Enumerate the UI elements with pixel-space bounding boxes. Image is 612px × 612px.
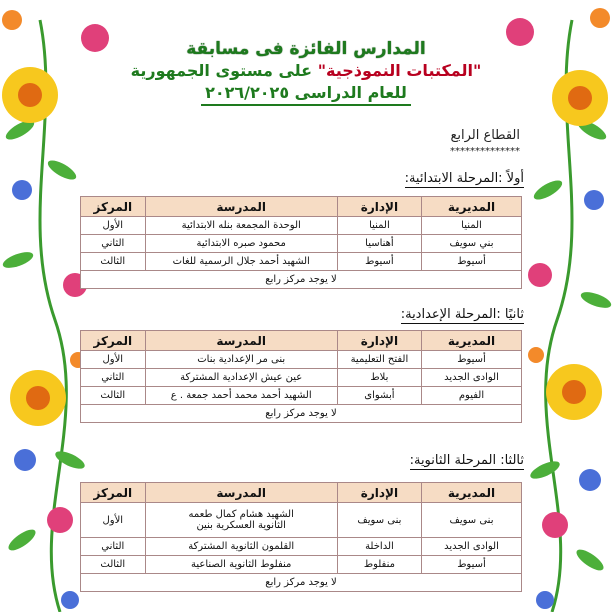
cell: الثاني (81, 369, 146, 387)
cell: أهناسيا (337, 235, 421, 253)
stage-heading: ثالثا: المرحلة الثانوية: (409, 453, 524, 468)
table-row (81, 369, 522, 387)
cell: بنى سويف (337, 503, 421, 538)
stage-heading: أولاً :المرحلة الابتدائية: (404, 171, 524, 186)
cell: الثاني (81, 538, 146, 556)
title-line-3: للعام الدراسى ٢٠٢٦/٢٠٢٥ (201, 82, 411, 106)
col-school: المدرسة (145, 331, 337, 351)
col-rank: المركز (81, 197, 146, 217)
cell: بنى مر الإعدادية بنات (145, 351, 337, 369)
cell: الوادى الجديد (421, 538, 521, 556)
table-note-row (81, 405, 522, 423)
col-directorate: المديرية (422, 331, 522, 351)
results-table (80, 196, 522, 289)
cell: أسيوط (422, 351, 522, 369)
cell: الشهيد هشام كمال طعمه الثانوية العسكرية بنين (145, 503, 337, 538)
table-header-row (81, 483, 522, 503)
cell: أسيوط (337, 253, 421, 271)
col-directorate: المديرية (421, 197, 521, 217)
cell: محمود صبره الابتدائية (145, 235, 337, 253)
cell: الشهيد أحمد محمد أحمد جمعة . ع (145, 387, 337, 405)
cell: بلاط (337, 369, 421, 387)
cell: الثالث (81, 387, 146, 405)
table-row (81, 217, 522, 235)
table-note-row (81, 574, 522, 592)
sector-label: القطاع الرابع (450, 128, 520, 143)
title-quote: "المكتبات النموذجية" (317, 61, 482, 80)
table-row (81, 235, 522, 253)
cell: منفلوط (337, 556, 421, 574)
cell: الأول (81, 217, 146, 235)
cell: أسيوط (421, 253, 521, 271)
stars-divider: ************** (450, 146, 520, 157)
cell: الأول (81, 503, 146, 538)
cell: القلمون الثانوية المشتركة (145, 538, 337, 556)
title-line-2 (0, 60, 612, 82)
cell: الثالث (81, 556, 146, 574)
cell: أبشواى (337, 387, 421, 405)
cell: المنيا (337, 217, 421, 235)
cell: الداخلة (337, 538, 421, 556)
col-administration: الإدارة (337, 331, 421, 351)
cell: الوادى الجديد (422, 369, 522, 387)
cell: المنيا (421, 217, 521, 235)
col-rank: المركز (81, 331, 146, 351)
table-row (81, 253, 522, 271)
col-rank: المركز (81, 483, 146, 503)
col-administration: الإدارة (337, 483, 421, 503)
title-rest: على مستوى الجمهورية (130, 61, 318, 80)
right-vine (546, 20, 572, 612)
table-header-row (81, 331, 522, 351)
left-vine (40, 20, 66, 612)
col-administration: الإدارة (337, 197, 421, 217)
no-fourth-note: لا يوجد مركز رابع (81, 574, 522, 592)
table-row (81, 351, 522, 369)
cell: بنى سويف (421, 503, 521, 538)
cell: أسيوط (421, 556, 521, 574)
results-table (80, 330, 522, 423)
cell: الوحدة المجمعة بنله الابتدائية (145, 217, 337, 235)
cell: الفيوم (422, 387, 522, 405)
no-fourth-note: لا يوجد مركز رابع (81, 405, 522, 423)
table-note-row (81, 271, 522, 289)
col-school: المدرسة (145, 483, 337, 503)
cell: الفتح التعليمية (337, 351, 421, 369)
stage-heading: ثانيًا :المرحلة الإعدادية: (400, 307, 524, 322)
table-row (81, 538, 522, 556)
col-school: المدرسة (145, 197, 337, 217)
no-fourth-note: لا يوجد مركز رابع (81, 271, 522, 289)
table-header-row (81, 197, 522, 217)
cell: الثالث (81, 253, 146, 271)
title-line-1: المدارس الفائزة فى مسابقة (186, 39, 426, 59)
cell: الشهيد أحمد جلال الرسمية للغات (145, 253, 337, 271)
cell: بني سويف (421, 235, 521, 253)
table-row (81, 387, 522, 405)
table-row (81, 556, 522, 574)
page-title (0, 38, 612, 106)
col-directorate: المديرية (421, 483, 521, 503)
cell: منفلوط الثانوية الصناعية (145, 556, 337, 574)
table-row (81, 503, 522, 538)
results-table (80, 482, 522, 592)
cell: الثاني (81, 235, 146, 253)
cell: الأول (81, 351, 146, 369)
cell: عين عيش الإعدادية المشتركة (145, 369, 337, 387)
